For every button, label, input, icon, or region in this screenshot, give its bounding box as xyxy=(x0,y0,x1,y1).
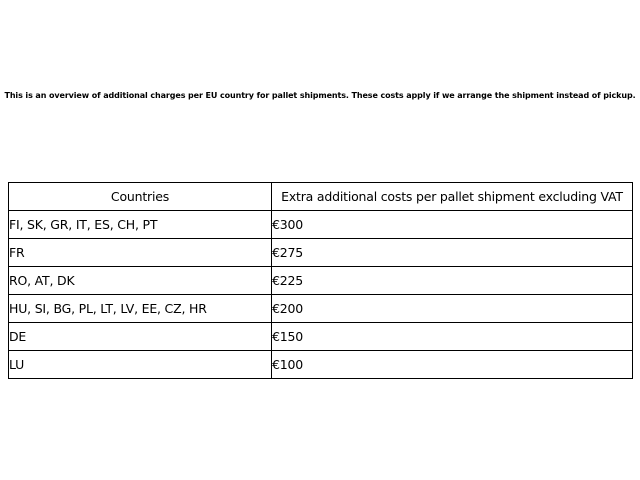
cost-cell: €150 xyxy=(272,322,633,350)
countries-cell: RO, AT, DK xyxy=(9,266,272,294)
table-row xyxy=(9,266,633,294)
countries-cell: FR xyxy=(9,238,272,266)
countries-cell: LU xyxy=(9,350,272,378)
cost-cell: €225 xyxy=(272,266,633,294)
cost-cell: €200 xyxy=(272,294,633,322)
countries-column-header: Countries xyxy=(9,183,272,211)
cost-cell: €300 xyxy=(272,210,633,238)
countries-cell: DE xyxy=(9,322,272,350)
charges-table xyxy=(8,182,633,379)
table-row xyxy=(9,238,633,266)
intro-caption: This is an overview of additional charges per EU country for pallet shipments. These costs apply if we arrange the shipment instead of pickup. xyxy=(4,91,636,100)
cost-cell: €100 xyxy=(272,350,633,378)
countries-cell: FI, SK, GR, IT, ES, CH, PT xyxy=(9,210,272,238)
cost-cell: €275 xyxy=(272,238,633,266)
table-row xyxy=(9,294,633,322)
table-row xyxy=(9,350,633,378)
table-row xyxy=(9,210,633,238)
table-row xyxy=(9,322,633,350)
cost-column-header: Extra additional costs per pallet shipment excluding VAT xyxy=(272,183,633,211)
table-header-row xyxy=(9,183,633,211)
countries-cell: HU, SI, BG, PL, LT, LV, EE, CZ, HR xyxy=(9,294,272,322)
